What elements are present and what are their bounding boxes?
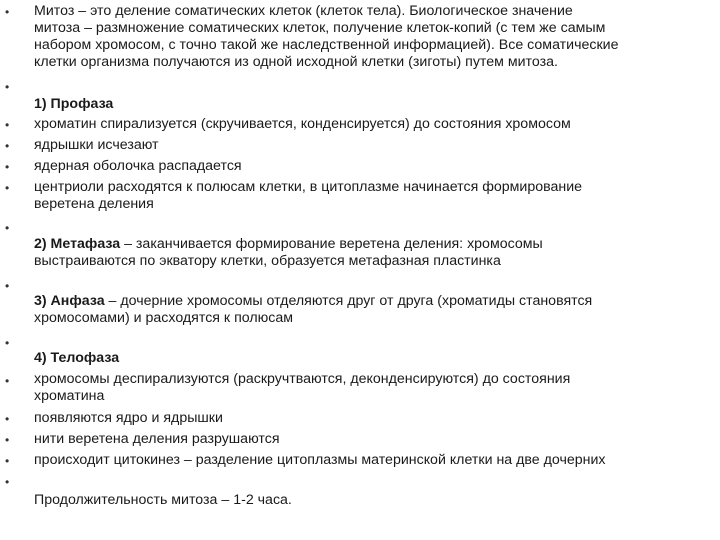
bullet-spacer-5: • xyxy=(5,475,10,489)
bullet-prophase-2: • xyxy=(5,139,10,153)
intro-line-3: набором хромосом, с точно такой же наследственной информацией). Все соматические xyxy=(34,37,619,53)
bullet-telophase-3: • xyxy=(5,433,10,447)
telophase-heading: 4) Телофаза xyxy=(34,350,120,366)
intro-line-2: митоза – размножение соматических клеток, получение клеток-копий (с тем же самым xyxy=(34,20,606,36)
anaphase-line-1 xyxy=(34,293,714,310)
bullet-prophase-4: • xyxy=(5,181,10,195)
bullet-intro: • xyxy=(5,5,10,19)
anaphase-rest: – дочерние хромосомы отделяются друг от друга (хроматиды становятся xyxy=(104,293,593,309)
bullet-spacer-4: • xyxy=(5,336,10,350)
anaphase-line-2: хромосомами) и расходятся к полюсам xyxy=(34,310,293,326)
bullet-telophase-2: • xyxy=(5,412,10,426)
prophase-item-4-cont: веретена деления xyxy=(34,196,154,212)
intro-line-1: Митоз – это деление соматических клеток (клеток тела). Биологическое значение xyxy=(34,3,573,19)
prophase-item-4: центриоли расходятся к полюсам клетки, в цитоплазме начинается формирование xyxy=(34,179,583,195)
bullet-prophase-1: • xyxy=(5,118,10,132)
telophase-item-1-cont: хроматина xyxy=(34,388,105,404)
prophase-item-2: ядрышки исчезают xyxy=(34,137,159,153)
bullet-spacer-2: • xyxy=(5,221,10,235)
prophase-item-3: ядерная оболочка распадается xyxy=(34,158,242,174)
bullet-spacer-3: • xyxy=(5,279,10,293)
bullet-spacer-1: • xyxy=(5,80,10,94)
metaphase-line-2: выстраиваются по экватору клетки, образуется метафазная пластинка xyxy=(34,253,501,269)
bullet-telophase-1: • xyxy=(5,374,10,388)
prophase-item-1: хроматин спирализуется (скручивается, конденсируется) до состояния хромосом xyxy=(34,116,571,132)
bullet-prophase-3: • xyxy=(5,160,10,174)
metaphase-heading: 2) Метафаза xyxy=(34,236,121,252)
telophase-item-4: происходит цитокинез – разделение цитоплазмы материнской клетки на две дочерних xyxy=(34,452,606,468)
telophase-item-2: появляются ядро и ядрышки xyxy=(34,410,223,426)
anaphase-heading: 3) Анфаза xyxy=(34,293,105,309)
telophase-item-3: нити веретена деления разрушаются xyxy=(34,431,280,447)
duration-text: Продолжительность митоза – 1-2 часа. xyxy=(34,492,292,508)
telophase-item-1: хромосомы деспирализуются (раскручтваются, деконденсируются) до состояния xyxy=(34,371,571,387)
metaphase-rest: – заканчивается формирование веретена деления: хромосомы xyxy=(120,236,543,252)
metaphase-line-1 xyxy=(34,236,714,253)
intro-line-4: клетки организма получаются из одной исходной клетки (зиготы) путем митоза. xyxy=(34,54,558,70)
bullet-telophase-4: • xyxy=(5,454,10,468)
prophase-heading: 1) Профаза xyxy=(34,96,114,112)
